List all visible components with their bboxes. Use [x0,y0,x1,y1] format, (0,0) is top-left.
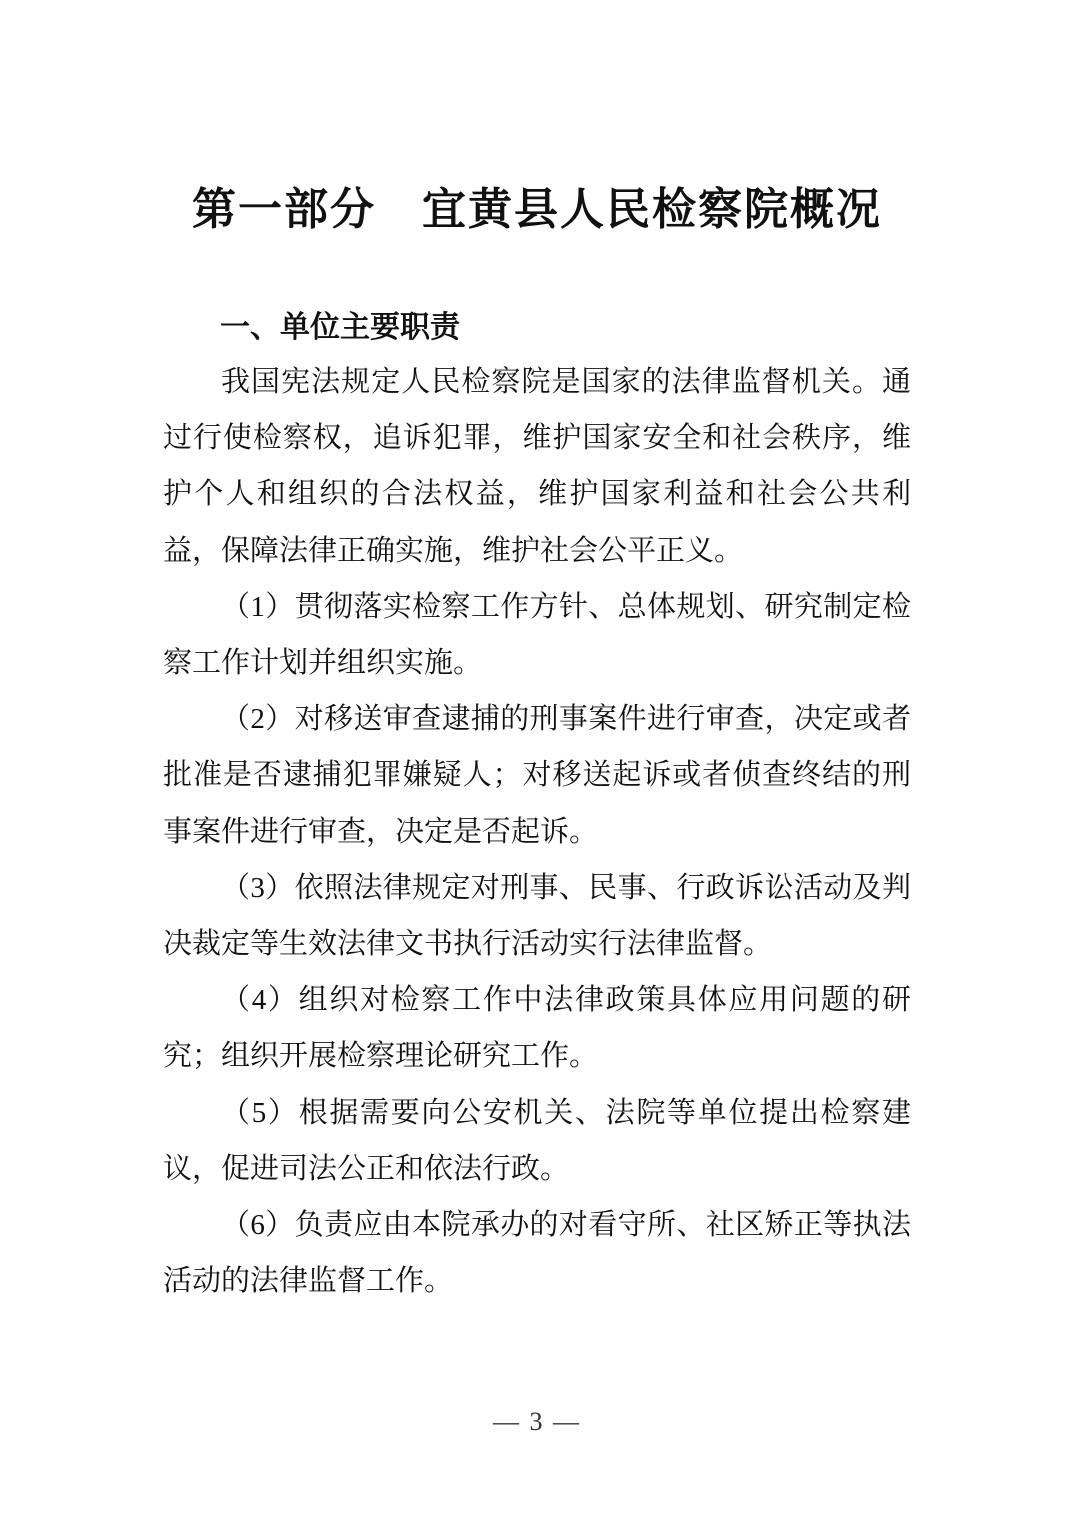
paragraph-duty-1: （1）贯彻落实检察工作方针、总体规划、研究制定检察工作计划并组织实施。 [163,590,911,680]
paragraph-duty-3: （3）依照法律规定对刑事、民事、行政诉讼活动及判决裁定等生效法律文书执行活动实行法律监督。 [163,871,911,961]
paragraph-duty-5: （5）根据需要向公安机关、法院等单位提出检察建议，促进司法公正和依法行政。 [163,1096,911,1185]
section-heading: 一、单位主要职责 [220,311,460,344]
page-number: — 3 — [493,1407,581,1436]
paragraph-duty-6: （6）负责应由本院承办的对看守所、社区矫正等执法活动的法律监督工作。 [163,1209,911,1298]
paragraph-intro: 我国宪法规定人民检察院是国家的法律监督机关。通过行使检察权，追诉犯罪，维护国家安全和社会秩序，维护个人和组织的合法权益，维护国家利益和社会公共利益，保障法律正确实施，维护社会公平正义。 [163,366,911,567]
page-title: 第一部分 宜黄县人民检察院概况 [192,185,882,234]
paragraph-duty-4: （4）组织对检察工作中法律政策具体应用问题的研究；组织开展检察理论研究工作。 [163,984,911,1073]
body-paragraphs [163,354,911,1309]
paragraph-duty-2: （2）对移送审查逮捕的刑事案件进行审查，决定或者批准是否逮捕犯罪嫌疑人；对移送起诉或者侦查终结的刑事案件进行审查，决定是否起诉。 [163,703,911,848]
